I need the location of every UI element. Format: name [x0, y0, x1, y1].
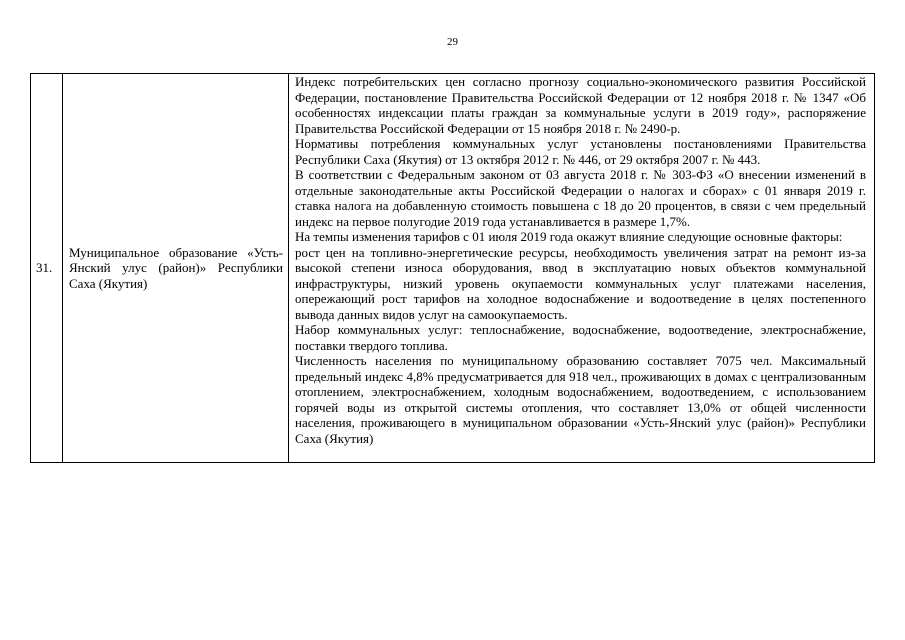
- row-number: 31.: [31, 74, 63, 463]
- paragraph-population: Численность населения по муниципальному образованию составляет 7075 чел. Максимальный предельный индекс 4,8% предусматривается для 918 чел., проживающих в домах с централизованным отоплением, электроснабжением, холодным водоснабжением, водоотведением, с использованием горячей воды из открытой системы отопления, что составляет 13,0% от общей численности населения, проживающего в муниципальном образовании «Усть-Янский улус (район)» Республики Саха (Якутия): [295, 353, 866, 446]
- paragraph-factors: рост цен на топливно-энергетические ресурсы, необходимость увеличения затрат на ремонт из-за высокой степени износа оборудования, ввод в эксплуатацию новых объектов коммунальной инфраструктуры, низкий уровень окупаемости коммунальных услуг платежами населения, опережающий рост тарифов на холодное водоснабжение и водоотведение в целях постепенного вывода данных видов услуг на самоокупаемость.: [295, 244, 866, 322]
- table-row: [31, 74, 875, 463]
- description-cell: [289, 74, 875, 463]
- document-table: [30, 73, 875, 463]
- paragraph-vat: В соответствии с Федеральным законом от 03 августа 2018 г. № 303-ФЗ «О внесении изменений в отдельные законодательные акты Российской Федерации о налогах и сборах» с 01 января 2019 г. ставка налога на добавленную стоимость повышена с 18 до 20 процентов, в связи с чем предельный индекс на первое полугодие 2019 года устанавливается в размере 1,7%.: [295, 167, 866, 229]
- paragraph-services: Набор коммунальных услуг: теплоснабжение, водоснабжение, водоотведение, электроснабжение, поставки твердого топлива.: [295, 322, 866, 353]
- municipality-name: Муниципальное образование «Усть-Янский улус (район)» Республики Саха (Якутия): [63, 74, 289, 463]
- page-number: 29: [447, 36, 458, 48]
- paragraph-factors-intro: На темпы изменения тарифов с 01 июля 2019 года окажут влияние следующие основные факторы:: [295, 229, 843, 244]
- paragraph-cpi: Индекс потребительских цен согласно прогнозу социально-экономического развития Российской Федерации, постановление Правительства Российской Федерации от 12 ноября 2018 г. № 1347 «Об особенностях индексации платы граждан за коммунальные услуги в 2019 году», распоряжение Правительства Российской Федерации от 15 ноября 2018 г. № 2490-р.: [295, 74, 866, 136]
- paragraph-norms: Нормативы потребления коммунальных услуг установлены постановлениями Правительства Республики Саха (Якутия) от 13 октября 2012 г. № 446, от 29 октября 2007 г. № 443.: [295, 136, 866, 167]
